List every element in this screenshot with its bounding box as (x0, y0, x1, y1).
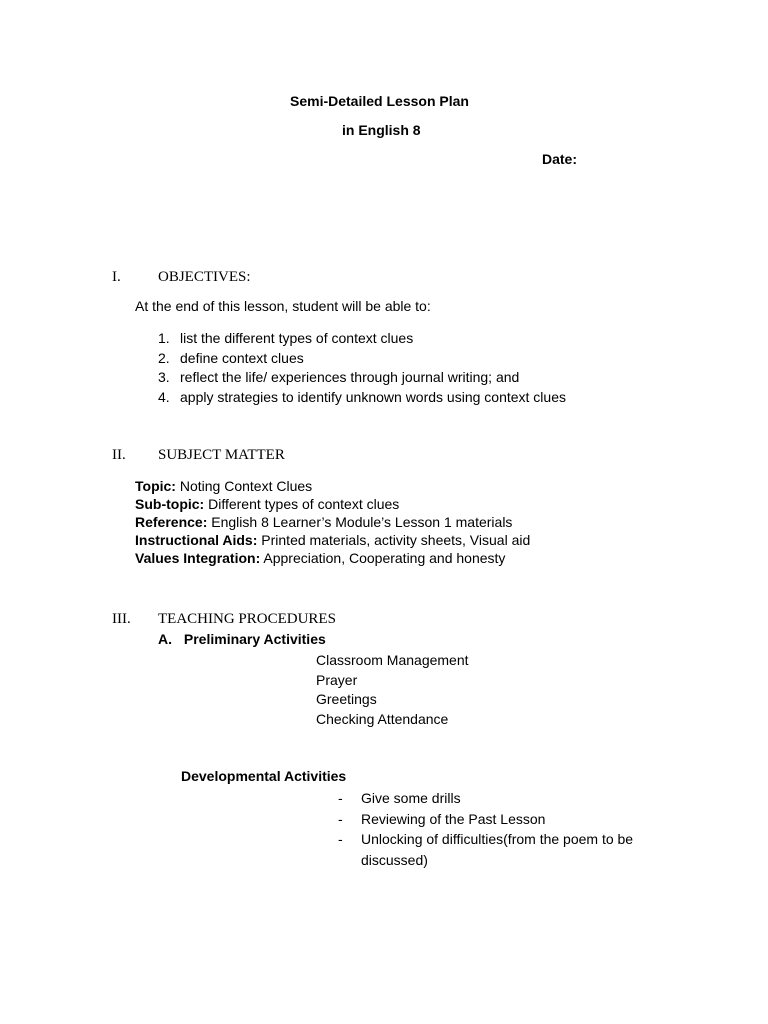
list-item: Checking Attendance (316, 710, 449, 727)
list-text: define context clues (180, 349, 304, 366)
field-label: Reference: (135, 514, 208, 530)
field-label: Topic: (135, 478, 176, 494)
section-heading-objectives: OBJECTIVES: (158, 269, 251, 285)
section-numeral-procedures: III. (112, 611, 131, 627)
list-number: 3. (158, 369, 170, 385)
field-row-instructional-aids (135, 531, 530, 549)
list-item (338, 829, 633, 850)
list-number: 1. (158, 330, 170, 346)
list-item (338, 788, 633, 809)
field-value: Appreciation, Cooperating and honesty (263, 550, 506, 566)
subsection-marker: A. (158, 631, 172, 647)
field-row-subtopic (135, 495, 530, 513)
list-item: Classroom Management (316, 652, 469, 668)
list-item (158, 388, 566, 408)
field-row-reference (135, 513, 530, 531)
subsection-developmental-title: Developmental Activities (181, 768, 347, 784)
section-heading-subject-matter: SUBJECT MATTER (158, 447, 285, 463)
field-value: Noting Context Clues (179, 478, 313, 494)
field-value: Different types of context clues (208, 496, 400, 512)
objectives-intro: At the end of this lesson, student will be able to: (135, 298, 431, 314)
list-item (338, 809, 633, 830)
list-text: Unlocking of difficulties(from the poem to be (361, 831, 634, 847)
field-value: Printed materials, activity sheets, Visual aid (261, 532, 531, 548)
field-row-topic (135, 477, 530, 495)
list-item: Prayer (316, 671, 358, 688)
list-number: 4. (158, 388, 170, 405)
objectives-list (158, 329, 566, 407)
section-numeral-objectives: I. (112, 269, 121, 285)
date-label: Date: (542, 151, 578, 167)
list-text: apply strategies to identify unknown words using context clues (180, 388, 566, 405)
field-row-values-integration (135, 549, 530, 567)
list-item: Greetings (316, 691, 377, 707)
developmental-list (338, 788, 633, 870)
list-text: Reviewing of the Past Lesson (361, 810, 546, 827)
list-item (158, 368, 566, 388)
section-numeral-subject-matter: II. (112, 447, 126, 463)
page-title: Semi-Detailed Lesson Plan (290, 93, 469, 109)
list-item (158, 329, 566, 349)
list-text: list the different types of context clues (180, 330, 414, 346)
field-label: Values Integration: (135, 550, 261, 566)
dash-bullet: - (338, 790, 343, 806)
field-label: Instructional Aids: (135, 532, 258, 548)
section-heading-procedures: TEACHING PROCEDURES (158, 611, 336, 627)
page-subtitle: in English 8 (342, 122, 421, 138)
subject-matter-fields (135, 477, 530, 567)
list-number: 2. (158, 349, 170, 366)
list-text: Give some drills (361, 790, 461, 806)
subsection-preliminary (158, 631, 326, 647)
dash-bullet: - (338, 810, 343, 827)
subsection-title: Preliminary Activities (183, 631, 326, 647)
preliminary-list (316, 651, 469, 729)
field-value: English 8 Learner’s Module’s Lesson 1 materials (211, 514, 513, 530)
list-text: reflect the life/ experiences through journal writing; and (180, 369, 520, 385)
field-label: Sub-topic: (135, 496, 205, 512)
dash-bullet: - (338, 831, 343, 847)
list-item-continuation (338, 850, 633, 871)
list-item (158, 349, 566, 369)
list-text: discussed) (361, 851, 428, 868)
